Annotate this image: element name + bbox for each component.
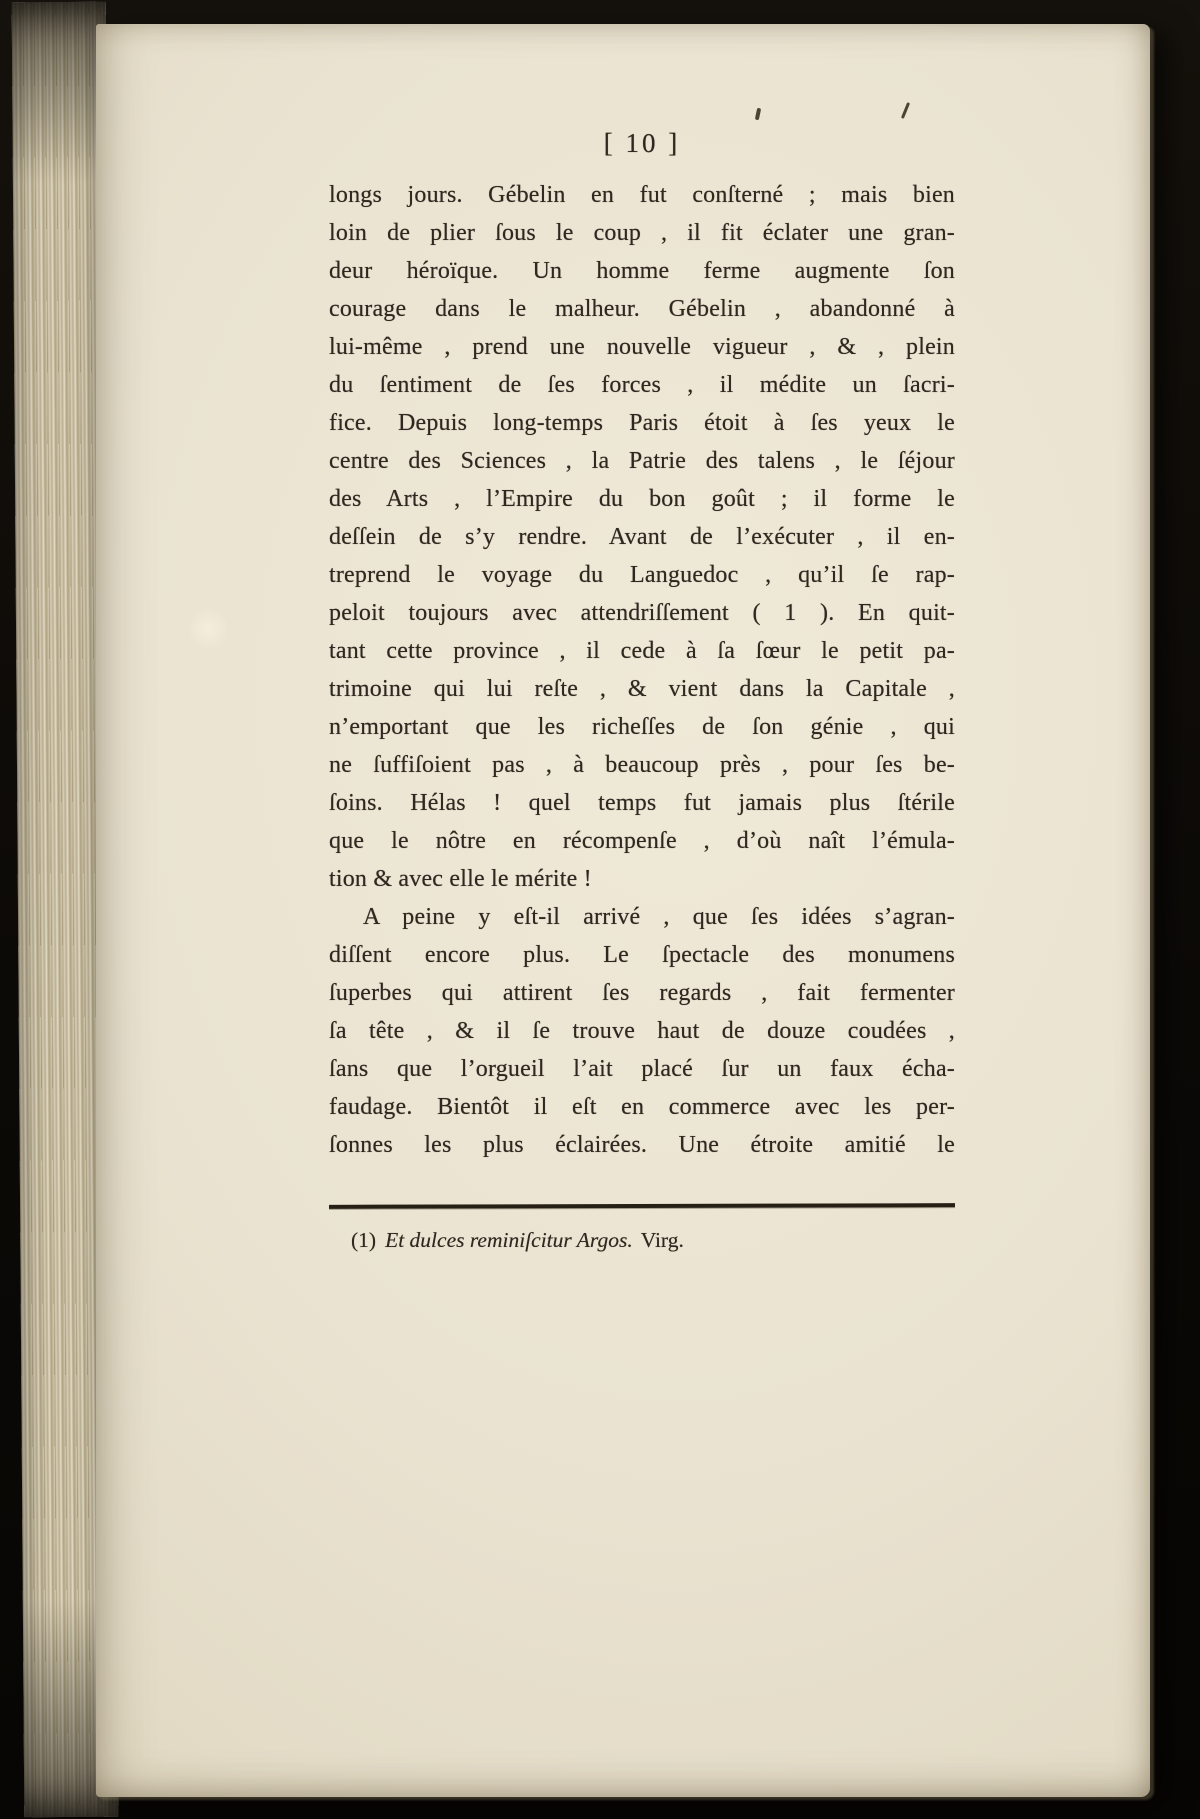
text-line: trimoine qui lui reſte , & vient dans la Capitale , <box>329 676 955 702</box>
text-line: peloit toujours avec attendriſſement ( 1 ). En quit- <box>329 600 955 626</box>
footnote-attribution: Virg. <box>640 1228 684 1252</box>
ink-speck <box>901 102 910 119</box>
text-line: que le nôtre en récompenſe , d’où naît l’émula- <box>329 828 955 854</box>
page-number: [ 10 ] <box>603 128 681 158</box>
text-line: n’emportant que les richeſſes de ſon génie , qui <box>329 714 955 740</box>
footnote-citation: Et dulces reminiſcitur Argos. <box>385 1228 633 1252</box>
text-line: du ſentiment de ſes forces , il médite un ſacri- <box>329 372 955 398</box>
ink-speck <box>755 108 761 121</box>
text-line: tant cette province , il cede à ſa ſœur le petit pa- <box>329 638 955 664</box>
text-line: courage dans le malheur. Gébelin , abandonné à <box>329 296 955 322</box>
text-line: ſonnes les plus éclairées. Une étroite amitié le <box>329 1132 955 1158</box>
text-line: des Arts , l’Empire du bon goût ; il forme le <box>329 486 955 512</box>
text-line: tion & avec elle le mérite ! <box>329 866 592 892</box>
book-page <box>96 24 1150 1797</box>
text-line: centre des Sciences , la Patrie des talens , le ſéjour <box>329 448 955 474</box>
text-line: deſſein de s’y rendre. Avant de l’exécuter , il en- <box>329 524 955 550</box>
text-line: ſans que l’orgueil l’ait placé ſur un faux écha- <box>329 1056 955 1082</box>
footnote-marker: (1) <box>351 1228 377 1252</box>
text-line: ſuperbes qui attirent ſes regards , fait fermenter <box>329 980 955 1006</box>
footnote <box>329 1225 955 1255</box>
text-line: ſa tête , & il ſe trouve haut de douze coudées , <box>329 1018 955 1044</box>
text-line: faudage. Bientôt il eſt en commerce avec les per- <box>329 1094 955 1120</box>
text-line: fice. Depuis long-temps Paris étoit à ſes yeux le <box>329 410 955 436</box>
footnote-rule <box>329 1203 955 1209</box>
text-line: treprend le voyage du Languedoc , qu’il ſe rap- <box>329 562 955 588</box>
page-content <box>329 128 955 1255</box>
text-line: longs jours. Gébelin en fut conſterné ; mais bien <box>329 182 955 208</box>
text-line: lui-même , prend une nouvelle vigueur , & , plein <box>329 334 955 360</box>
text-line: diſſent encore plus. Le ſpectacle des monumens <box>329 942 955 968</box>
body-text <box>329 176 955 1164</box>
text-line: deur héroïque. Un homme ferme augmente ſon <box>329 258 955 284</box>
text-line: ſoins. Hélas ! quel temps fut jamais plus ſtérile <box>329 790 955 816</box>
text-line: loin de plier ſous le coup , il fit éclater une gran- <box>329 220 955 246</box>
text-line: A peine y eſt-il arrivé , que ſes idées s’agran- <box>363 904 955 930</box>
text-line: ne ſuffiſoient pas , à beaucoup près , pour ſes be- <box>329 752 955 778</box>
